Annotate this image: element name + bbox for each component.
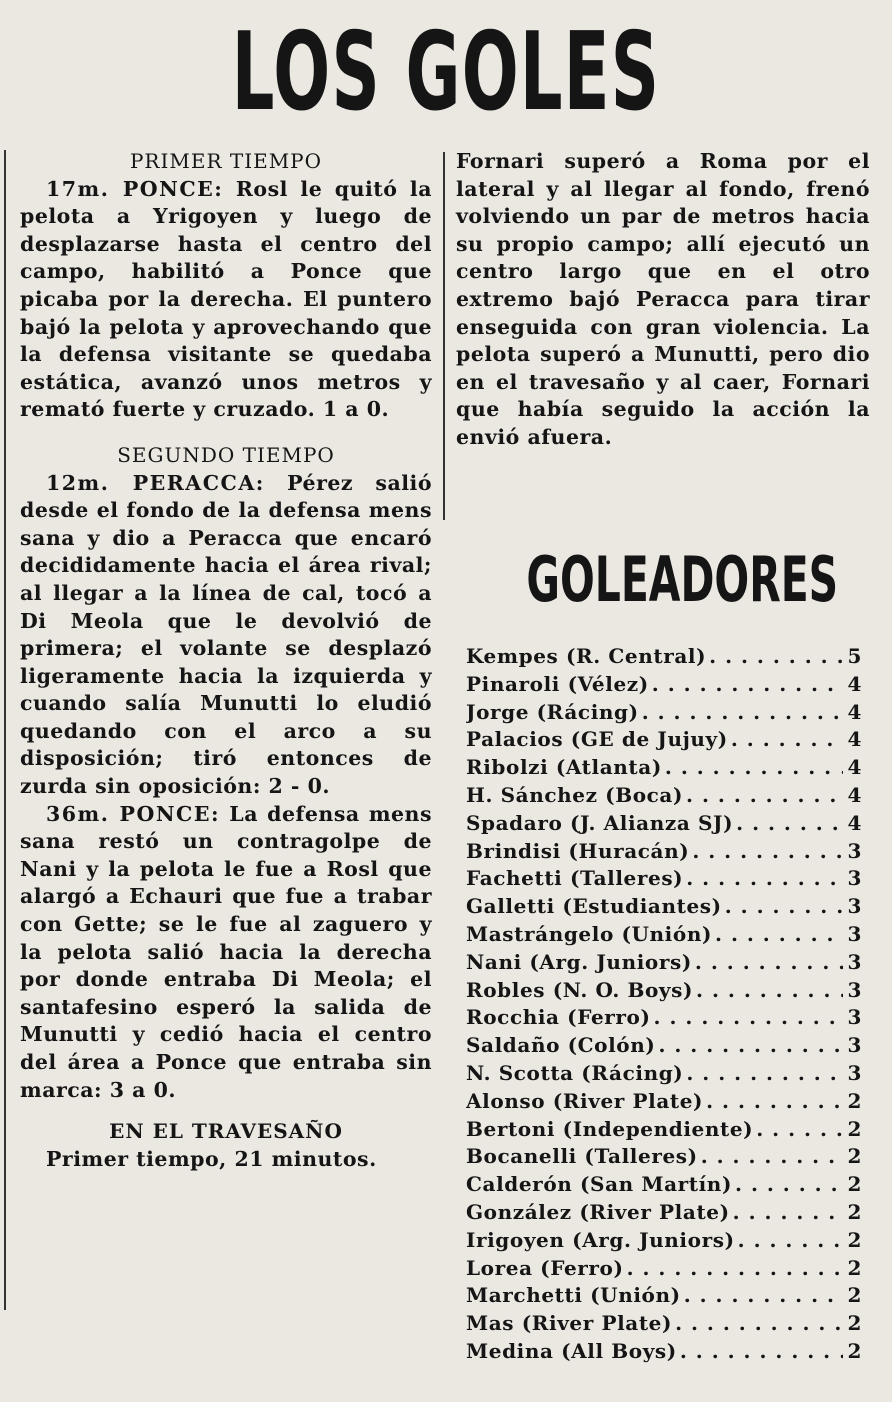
scorer-goals: 2 <box>847 1088 862 1113</box>
section-heading-segundo-tiempo: SEGUNDO TIEMPO <box>117 442 335 467</box>
scorer-name: Nani (Arg. Juniors) <box>466 949 692 974</box>
scorer-row <box>466 1117 862 1145</box>
column-rule-middle <box>443 152 445 520</box>
scorer-name: Ribolzi (Atlanta) <box>466 755 662 780</box>
scorer-goals: 3 <box>847 1060 862 1085</box>
leader-dots <box>715 922 843 946</box>
scorer-row <box>466 1061 862 1089</box>
scorer-name: Alonso (River Plate) <box>466 1088 704 1113</box>
scorer-name: Brindisi (Huracán) <box>466 838 690 863</box>
scorer-goals: 2 <box>847 1227 862 1252</box>
scorer-row <box>466 922 862 950</box>
scorer-goals: 2 <box>847 1338 862 1363</box>
scorer-goals: 4 <box>847 727 862 752</box>
scorer-name: Spadaro (J. Alianza SJ) <box>466 810 734 835</box>
scorer-name: Medina (All Boys) <box>466 1338 677 1363</box>
scorer-row <box>466 839 862 867</box>
scorer-row <box>466 672 862 700</box>
goal-1-paragraph <box>20 176 432 424</box>
leader-dots <box>642 700 843 724</box>
goal-3-lead: 36m. PONCE: <box>46 801 221 826</box>
goal-2-text: Pérez salió desde el fondo de la defensa mens sana y dio a Peracca que encaró decididamente hacia el área rival; al llegar a la línea de cal, tocó a Di Meola que le devolvió de primera; el volante se desplazó ligeramente hacia la izquierda y cuando salía Munutti lo eludió quedando con el arco a su disposición; tiró entonces de zurda sin oposición: 2 - 0. <box>20 470 432 799</box>
section-heading-primer-tiempo: PRIMER TIEMPO <box>129 149 323 173</box>
leader-dots <box>652 672 843 696</box>
scorer-row <box>466 1283 862 1311</box>
leader-dots <box>675 1311 843 1335</box>
left-column <box>20 148 432 1173</box>
scorer-goals: 5 <box>847 644 862 668</box>
leader-dots <box>686 1061 843 1085</box>
scorer-name: Mas (River Plate) <box>466 1311 673 1336</box>
goal-2-paragraph <box>20 470 432 801</box>
goal-1-text: Rosl le quitó la pelota a Yrigoyen y luego de desplazarse hasta el centro del campo, habilitó a Ponce que picaba por la derecha. El puntero bajó la pelota y aprovechando que la defensa visitante se quedaba estática, avanzó unos metros y remató fuerte y cruzado. 1 a 0. <box>20 176 432 422</box>
scorer-name: Bocanelli (Talleres) <box>466 1144 698 1169</box>
scorer-goals: 3 <box>847 921 862 946</box>
scorer-row <box>466 950 862 978</box>
leader-dots <box>709 644 843 668</box>
scorer-row <box>466 866 862 894</box>
leader-dots <box>680 1339 843 1363</box>
section-heading-travesano: EN EL TRAVESAÑO <box>109 1119 343 1144</box>
scorer-row <box>466 1089 862 1117</box>
scorer-row <box>466 1228 862 1256</box>
scorer-row <box>466 700 862 728</box>
scorer-goals: 2 <box>847 1283 862 1308</box>
scorer-row <box>466 811 862 839</box>
scorer-row <box>466 783 862 811</box>
scorer-goals: 2 <box>847 1255 862 1280</box>
goal-3-paragraph <box>20 801 432 1105</box>
scorer-goals: 3 <box>847 977 862 1002</box>
scorer-goals: 2 <box>847 1199 862 1224</box>
leader-dots <box>684 1283 843 1307</box>
leader-dots <box>696 978 843 1002</box>
leader-dots <box>738 1228 843 1252</box>
scorer-row <box>466 1339 862 1367</box>
column-rule-left <box>4 150 6 1310</box>
scorer-name: Rocchia (Ferro) <box>466 1005 651 1030</box>
scorer-name: Kempes (R. Central) <box>466 644 707 668</box>
leader-dots <box>701 1144 843 1168</box>
scorer-name: Mastrángelo (Unión) <box>466 921 713 946</box>
scorer-goals: 3 <box>847 838 862 863</box>
leader-dots <box>686 783 843 807</box>
scorer-goals: 4 <box>847 699 862 724</box>
leader-dots <box>695 950 843 974</box>
scorer-name: Saldaño (Colón) <box>466 1033 656 1058</box>
scorer-name: Pinaroli (Vélez) <box>466 671 649 696</box>
scorer-goals: 3 <box>847 1033 862 1058</box>
goal-1-lead: 17m. PONCE: <box>46 176 224 201</box>
scorer-goals: 2 <box>847 1116 862 1141</box>
leader-dots <box>627 1256 843 1280</box>
scorer-goals: 3 <box>847 866 862 891</box>
scorer-row <box>466 755 862 783</box>
scorer-name: Marchetti (Unión) <box>466 1283 681 1308</box>
scorer-row <box>466 1256 862 1284</box>
scorer-goals: 3 <box>847 1005 862 1030</box>
scorer-row <box>466 1033 862 1061</box>
scorer-goals: 3 <box>847 949 862 974</box>
scorer-goals: 4 <box>847 671 862 696</box>
goal-3-text: La defensa mens sana restó un contragolpe de Nani y la pelota le fue a Rosl que alargó a Echauri que fue a trabar con Gette; se le fue al zaguero y la pelota salió hacia la derecha por donde entraba Di Meola; el santafesino esperó la salida de Munutti y cedió hacia el centro del área a Ponce que entraba sin marca: 3 a 0. <box>20 801 433 1102</box>
scorer-name: Calderón (San Martín) <box>466 1172 733 1197</box>
scorer-name: Palacios (GE de Jujuy) <box>466 727 728 752</box>
scorer-name: Irigoyen (Arg. Juniors) <box>466 1227 735 1252</box>
scorer-name: Bertoni (Independiente) <box>466 1116 754 1141</box>
scorer-row <box>466 1200 862 1228</box>
scorer-name: González (River Plate) <box>466 1199 730 1224</box>
scorer-name: Galletti (Estudiantes) <box>466 894 722 919</box>
scorer-goals: 4 <box>847 782 862 807</box>
leader-dots <box>665 755 843 779</box>
scorer-goals: 2 <box>847 1311 862 1336</box>
leader-dots <box>731 727 843 751</box>
scorer-goals: 3 <box>847 894 862 919</box>
leader-dots <box>706 1089 843 1113</box>
scorer-name: H. Sánchez (Boca) <box>466 782 684 807</box>
leader-dots <box>735 1172 843 1196</box>
scorer-goals: 4 <box>847 810 862 835</box>
scorer-name: Robles (N. O. Boys) <box>466 977 694 1002</box>
scorer-row <box>466 727 862 755</box>
scorer-row <box>466 894 862 922</box>
leader-dots <box>733 1200 843 1224</box>
scorer-name: Jorge (Rácing) <box>466 699 639 724</box>
leader-dots <box>725 894 843 918</box>
scorer-name: N. Scotta (Rácing) <box>466 1060 684 1085</box>
leader-dots <box>686 866 843 890</box>
scorer-row <box>466 1005 862 1033</box>
headline: LOS GOLES <box>231 10 661 135</box>
leader-dots <box>736 811 843 835</box>
leader-dots <box>658 1033 843 1057</box>
leader-dots <box>692 839 843 863</box>
travesano-intro: Primer tiempo, 21 minutos. <box>46 1146 377 1171</box>
goal-2-lead: 12m. PERACCA: <box>46 470 265 495</box>
scorer-goals: 2 <box>847 1144 862 1169</box>
scorer-row <box>466 978 862 1006</box>
scorer-name: Lorea (Ferro) <box>466 1255 624 1280</box>
goleadores-list <box>466 644 862 1367</box>
leader-dots <box>654 1005 843 1029</box>
scorer-row <box>466 1144 862 1172</box>
scorer-goals: 4 <box>847 755 862 780</box>
scorer-name: Fachetti (Talleres) <box>466 866 684 891</box>
scorer-goals: 2 <box>847 1172 862 1197</box>
scorer-row <box>466 644 862 672</box>
scorer-row <box>466 1311 862 1339</box>
goleadores-title: GOLEADORES <box>526 543 839 616</box>
leader-dots <box>756 1117 843 1141</box>
right-column <box>456 148 870 452</box>
scorer-row <box>466 1172 862 1200</box>
travesano-paragraph: Fornari superó a Roma por el lateral y al llegar al fondo, frenó volviendo un par de metros hacia su propio campo; allí ejecutó un centro largo que en el otro extremo bajó Peracca para tirar enseguida con gran violencia. La pelota superó a Munutti, pero dio en el travesaño y al caer, Fornari que había seguido la acción la envió afuera. <box>456 149 870 449</box>
